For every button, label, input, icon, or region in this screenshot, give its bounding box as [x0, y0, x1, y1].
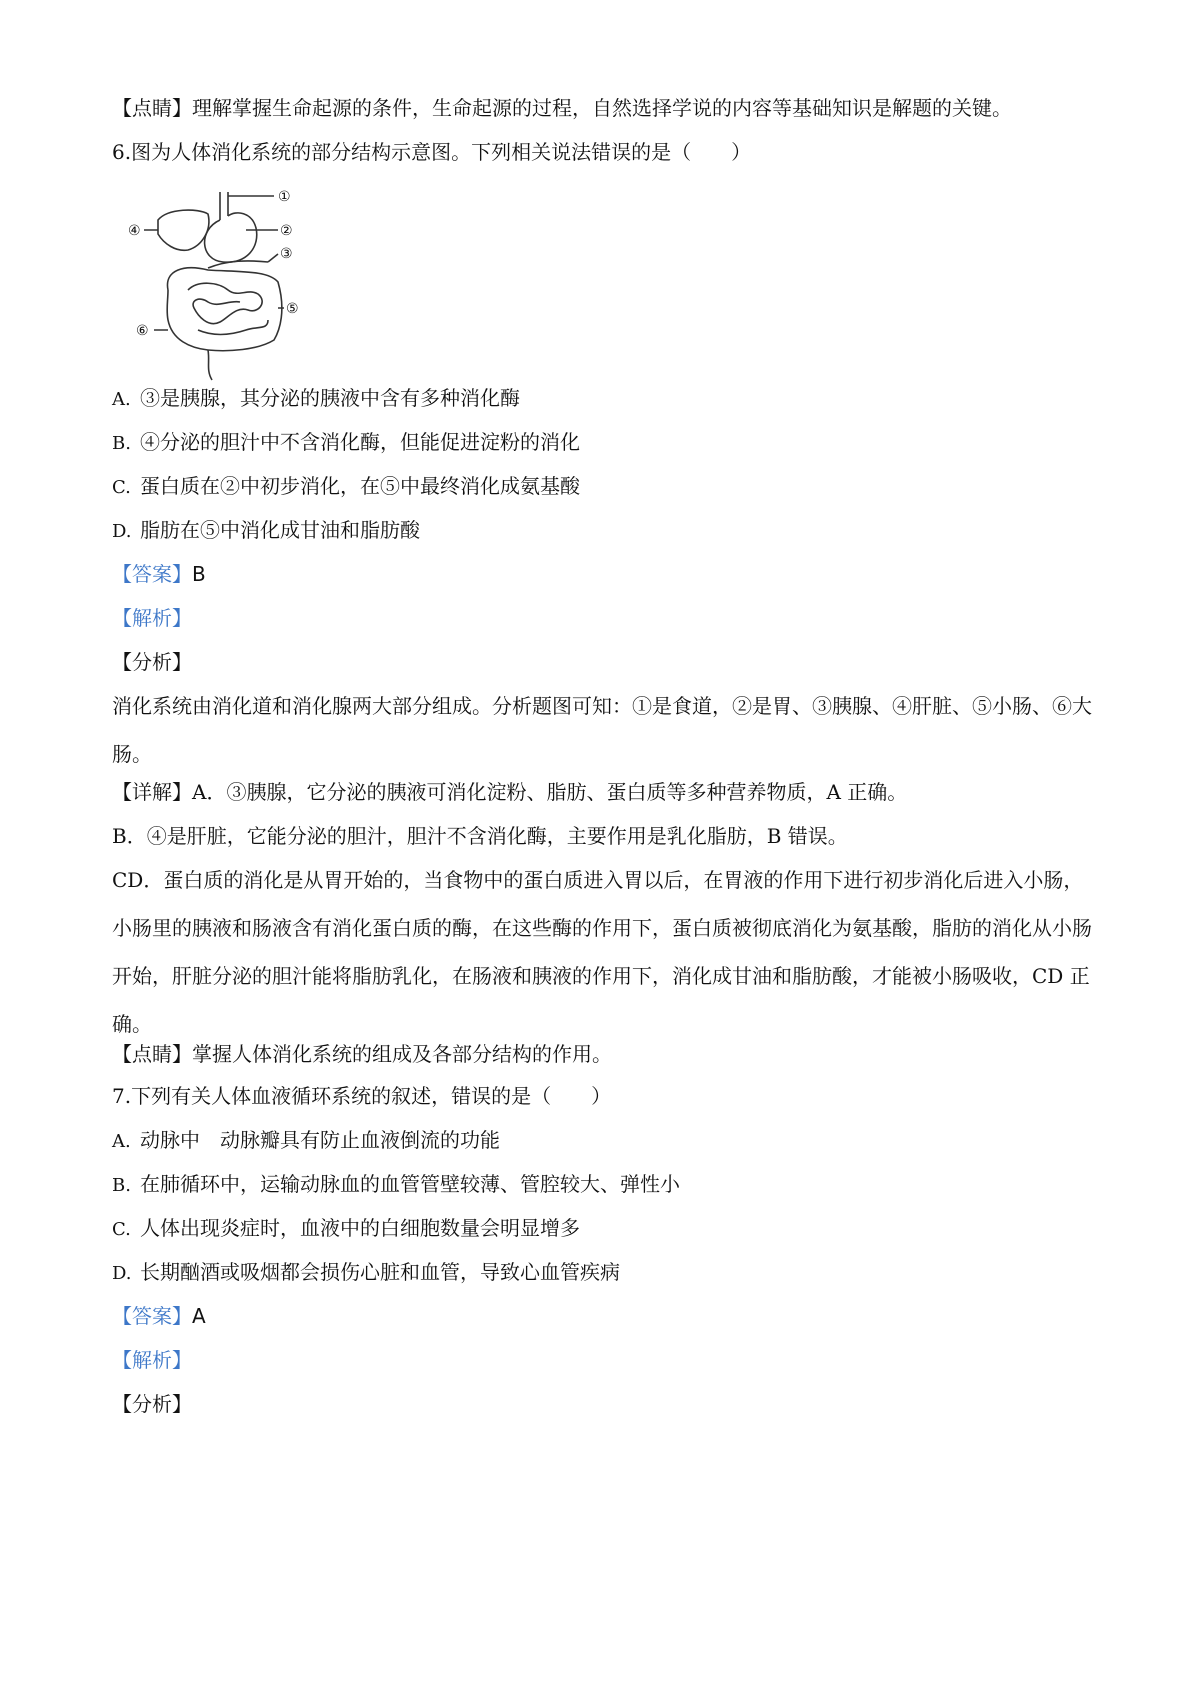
q6-fenxi-label: 【分析】: [112, 650, 192, 674]
q5-tip: 【点睛】理解掌握生命起源的条件，生命起源的过程，自然选择学说的内容等基础知识是解题的关键。: [112, 96, 1012, 120]
q6-answer: [112, 560, 1112, 588]
small-intestine-shape: [188, 283, 268, 334]
q7-analysis-label: 【解析】: [112, 1348, 192, 1372]
figure-label-4: ④: [128, 223, 141, 239]
q7-option-c: C. 人体出现炎症时，血液中的白细胞数量会明显增多: [112, 1216, 580, 1240]
large-intestine-shape: [167, 268, 282, 351]
q6-tip: 【点睛】掌握人体消化系统的组成及各部分结构的作用。: [112, 1042, 612, 1066]
q7-option-d: D. 长期酗酒或吸烟都会损伤心脏和血管，导致心血管疾病: [112, 1260, 620, 1284]
q6-analysis-label: 【解析】: [112, 606, 192, 630]
q6-fenxi-text: 消化系统由消化道和消化腺两大部分组成。分析题图可知：①是食道，②是胃、③胰腺、④肝脏、⑤小肠、⑥大肠。: [112, 694, 1092, 766]
figure-label-1: ①: [278, 190, 291, 205]
rectum-shape: [208, 350, 212, 380]
q6-option-d: D. 脂肪在⑤中消化成甘油和脂肪酸: [112, 518, 420, 542]
q7-option-a: A. 动脉中 动脉瓣具有防止血液倒流的功能: [112, 1128, 500, 1152]
figure-label-2: ②: [280, 223, 293, 239]
q6-detail-b: B．④是肝脏，它能分泌的胆汁，胆汁不含消化酶，主要作用是乳化脂肪，B 错误。: [112, 824, 848, 848]
q6-detail-a: 【详解】A．③胰腺，它分泌的胰液可消化淀粉、脂肪、蛋白质等多种营养物质，A 正确。: [112, 780, 908, 804]
q7-answer: [112, 1302, 1112, 1330]
q6-option-c: C. 蛋白质在②中初步消化，在⑤中最终消化成氨基酸: [112, 474, 580, 498]
answer-value: A: [192, 1304, 206, 1328]
q6-stem: 6.图为人体消化系统的部分结构示意图。下列相关说法错误的是（ ）: [112, 140, 752, 164]
answer-label: 【答案】: [112, 1304, 192, 1328]
figure-label-6: ⑥: [136, 323, 149, 339]
figure-label-3: ③: [280, 246, 293, 262]
q6-detail-cd: CD．蛋白质的消化是从胃开始的，当食物中的蛋白质进入胃以后，在胃液的作用下进行初步消化后进入小肠，小肠里的胰液和肠液含有消化蛋白质的酶，在这些酶的作用下，蛋白质被彻底消化为氨基酸，脂肪的消化从小肠开始，肝脏分泌的胆汁能将脂肪乳化，在肠液和胰液的作用下，消化成甘油和脂肪酸，才能被小肠吸收，CD 正确。: [112, 868, 1092, 1036]
esophagus-shape: [220, 192, 228, 220]
answer-value: B: [192, 562, 206, 586]
stomach-shape: [205, 213, 257, 262]
q6-option-b: B. ④分泌的胆汁中不含消化酶，但能促进淀粉的消化: [112, 430, 580, 454]
figure-label-5: ⑤: [286, 301, 299, 317]
digestive-system-figure: [128, 190, 318, 390]
q6-option-a: A. ③是胰腺，其分泌的胰液中含有多种消化酶: [112, 386, 520, 410]
pancreas-shape: [208, 261, 268, 268]
q7-option-b: B. 在肺循环中，运输动脉血的血管管壁较薄、管腔较大、弹性小: [112, 1172, 680, 1196]
q7-stem: 7.下列有关人体血液循环系统的叙述，错误的是（ ）: [112, 1084, 612, 1108]
answer-label: 【答案】: [112, 562, 192, 586]
q7-fenxi-label: 【分析】: [112, 1392, 192, 1416]
liver-shape: [158, 210, 209, 250]
